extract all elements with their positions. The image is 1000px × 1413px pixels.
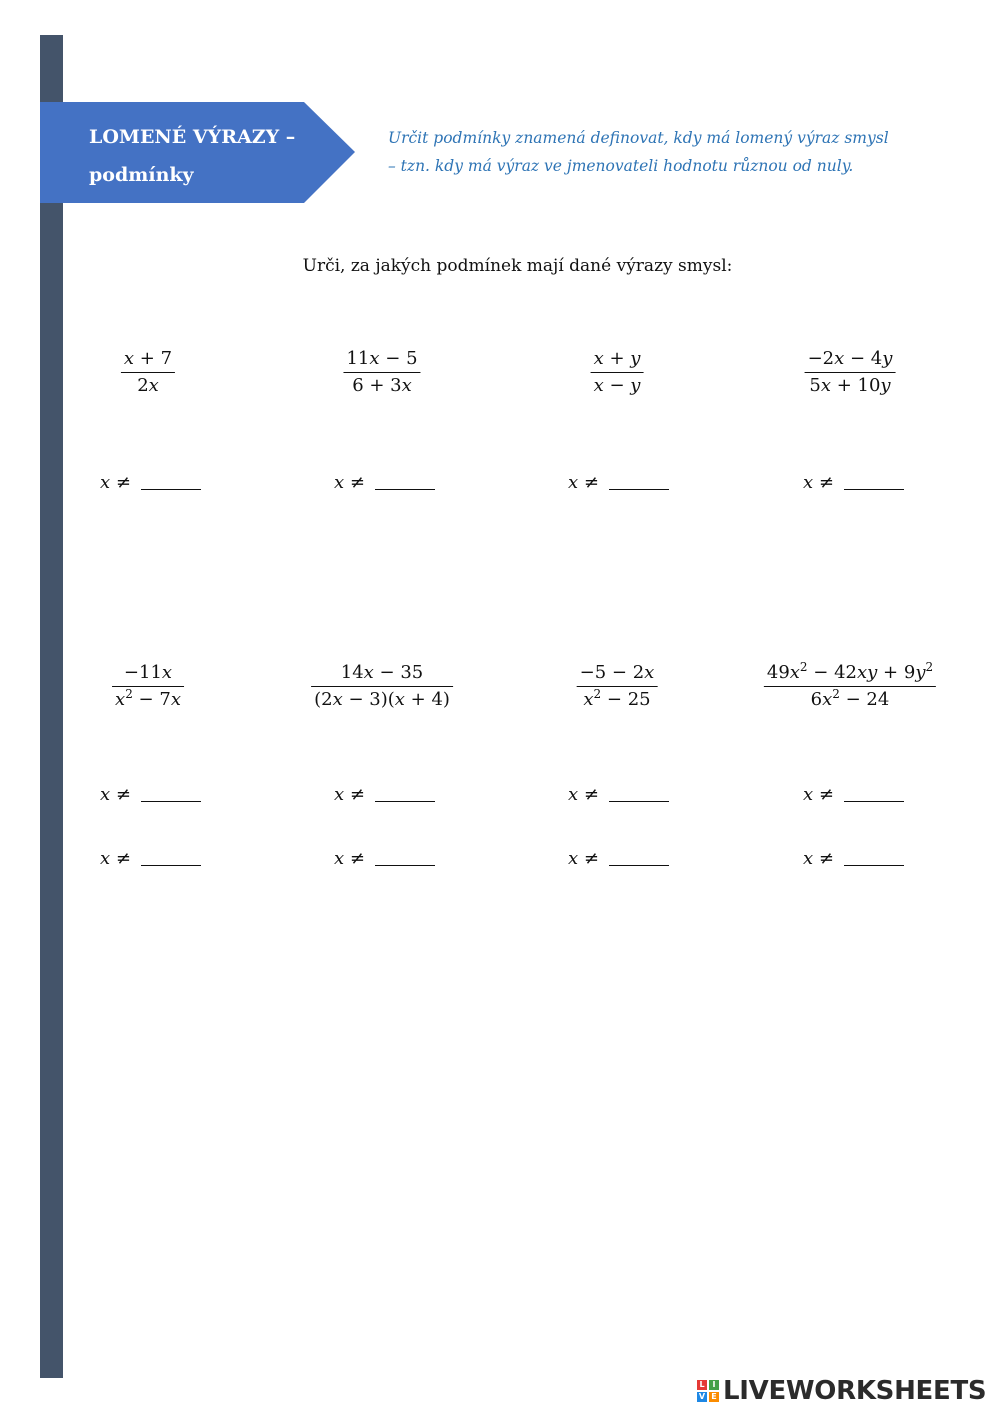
logo-letter: V xyxy=(698,1392,706,1401)
not-equal-symbol: ≠ xyxy=(813,848,840,869)
condition-variable: x xyxy=(334,472,345,493)
banner-title-line2: podmínky xyxy=(89,164,194,186)
not-equal-symbol: ≠ xyxy=(344,784,371,805)
fraction-numerator: x + 7 xyxy=(123,348,173,369)
fraction-numerator: 14x − 35 xyxy=(340,662,424,683)
condition-answer xyxy=(100,472,201,493)
banner-title-line1: LOMENÉ VÝRAZY – xyxy=(89,126,296,148)
not-equal-symbol: ≠ xyxy=(813,784,840,805)
condition-variable: x xyxy=(803,848,814,869)
condition-variable: x xyxy=(803,784,814,805)
definition-note-line1: Určit podmínky znamená definovat, kdy má lomený výraz smysl xyxy=(388,129,889,147)
logo-letter: L xyxy=(697,1380,707,1390)
fraction-expression xyxy=(591,346,644,399)
condition-answer xyxy=(334,848,435,869)
answer-blank[interactable] xyxy=(844,851,904,866)
fraction-numerator: −11x xyxy=(123,662,173,683)
not-equal-symbol: ≠ xyxy=(578,472,605,493)
logo-letter: I xyxy=(709,1380,719,1390)
fraction-denominator: $6x^2 - 24$ xyxy=(810,687,890,710)
answer-blank[interactable] xyxy=(375,475,435,490)
answer-blank[interactable] xyxy=(375,787,435,802)
definition-note-line2: – tzn. kdy má výraz ve jmenovateli hodnotu různou od nuly. xyxy=(388,157,854,175)
condition-answer xyxy=(803,472,904,493)
liveworksheets-logo xyxy=(697,1376,986,1406)
condition-answer xyxy=(100,848,201,869)
condition-answer xyxy=(803,784,904,805)
fraction-numerator: x + y xyxy=(593,348,641,369)
fraction-denominator: $x^2 - 25$ xyxy=(583,687,651,710)
fraction-denominator: 5x + 10y xyxy=(809,375,891,396)
title-banner xyxy=(40,102,355,203)
condition-answer xyxy=(803,848,904,869)
logo-text: LIVEWORKSHEETS xyxy=(723,1376,987,1406)
answer-blank[interactable] xyxy=(375,851,435,866)
logo-letter: E xyxy=(709,1392,719,1402)
condition-answer xyxy=(568,472,669,493)
condition-answer xyxy=(568,784,669,805)
condition-variable: x xyxy=(334,848,345,869)
answer-blank[interactable] xyxy=(844,787,904,802)
fraction-denominator: 2x xyxy=(137,375,159,396)
not-equal-symbol: ≠ xyxy=(578,848,605,869)
fraction-numerator: 11x − 5 xyxy=(346,348,418,369)
condition-variable: x xyxy=(100,848,111,869)
not-equal-symbol: ≠ xyxy=(110,848,137,869)
banner-title xyxy=(89,118,329,194)
fraction-expression xyxy=(112,660,184,713)
condition-answer xyxy=(100,784,201,805)
not-equal-symbol: ≠ xyxy=(344,472,371,493)
fraction-denominator: (2x − 3)(x + 4) xyxy=(314,689,450,710)
definition-note xyxy=(388,124,948,180)
answer-blank[interactable] xyxy=(609,787,669,802)
condition-variable: x xyxy=(568,848,579,869)
fraction-numerator: $49x^2 - 42xy + 9y^2$ xyxy=(766,660,934,683)
condition-variable: x xyxy=(100,472,111,493)
fraction-expression xyxy=(121,346,175,399)
fraction-expression xyxy=(764,660,936,713)
fraction-expression xyxy=(311,660,453,713)
answer-blank[interactable] xyxy=(609,851,669,866)
condition-answer xyxy=(334,784,435,805)
fraction-denominator: $x^2 - 7x$ xyxy=(115,687,181,710)
answer-blank[interactable] xyxy=(844,475,904,490)
instruction-text: Urči, za jakých podmínek mají dané výrazy smysl: xyxy=(302,256,733,276)
not-equal-symbol: ≠ xyxy=(344,848,371,869)
fraction-expression xyxy=(577,660,658,713)
fraction-expression xyxy=(805,346,896,399)
condition-variable: x xyxy=(803,472,814,493)
not-equal-symbol: ≠ xyxy=(110,784,137,805)
not-equal-symbol: ≠ xyxy=(813,472,840,493)
answer-blank[interactable] xyxy=(141,787,201,802)
side-bar xyxy=(40,35,63,1378)
fraction-numerator: −2x − 4y xyxy=(807,348,893,369)
fraction-numerator: −5 − 2x xyxy=(579,662,655,683)
not-equal-symbol: ≠ xyxy=(110,472,137,493)
condition-variable: x xyxy=(568,784,579,805)
condition-variable: x xyxy=(568,472,579,493)
condition-answer xyxy=(334,472,435,493)
logo-grid-icon xyxy=(697,1380,719,1402)
fraction-denominator: 6 + 3x xyxy=(352,375,412,396)
condition-variable: x xyxy=(334,784,345,805)
answer-blank[interactable] xyxy=(609,475,669,490)
answer-blank[interactable] xyxy=(141,475,201,490)
fraction-denominator: x − y xyxy=(593,375,641,396)
condition-variable: x xyxy=(100,784,111,805)
condition-answer xyxy=(568,848,669,869)
answer-blank[interactable] xyxy=(141,851,201,866)
fraction-expression xyxy=(343,346,420,399)
not-equal-symbol: ≠ xyxy=(578,784,605,805)
